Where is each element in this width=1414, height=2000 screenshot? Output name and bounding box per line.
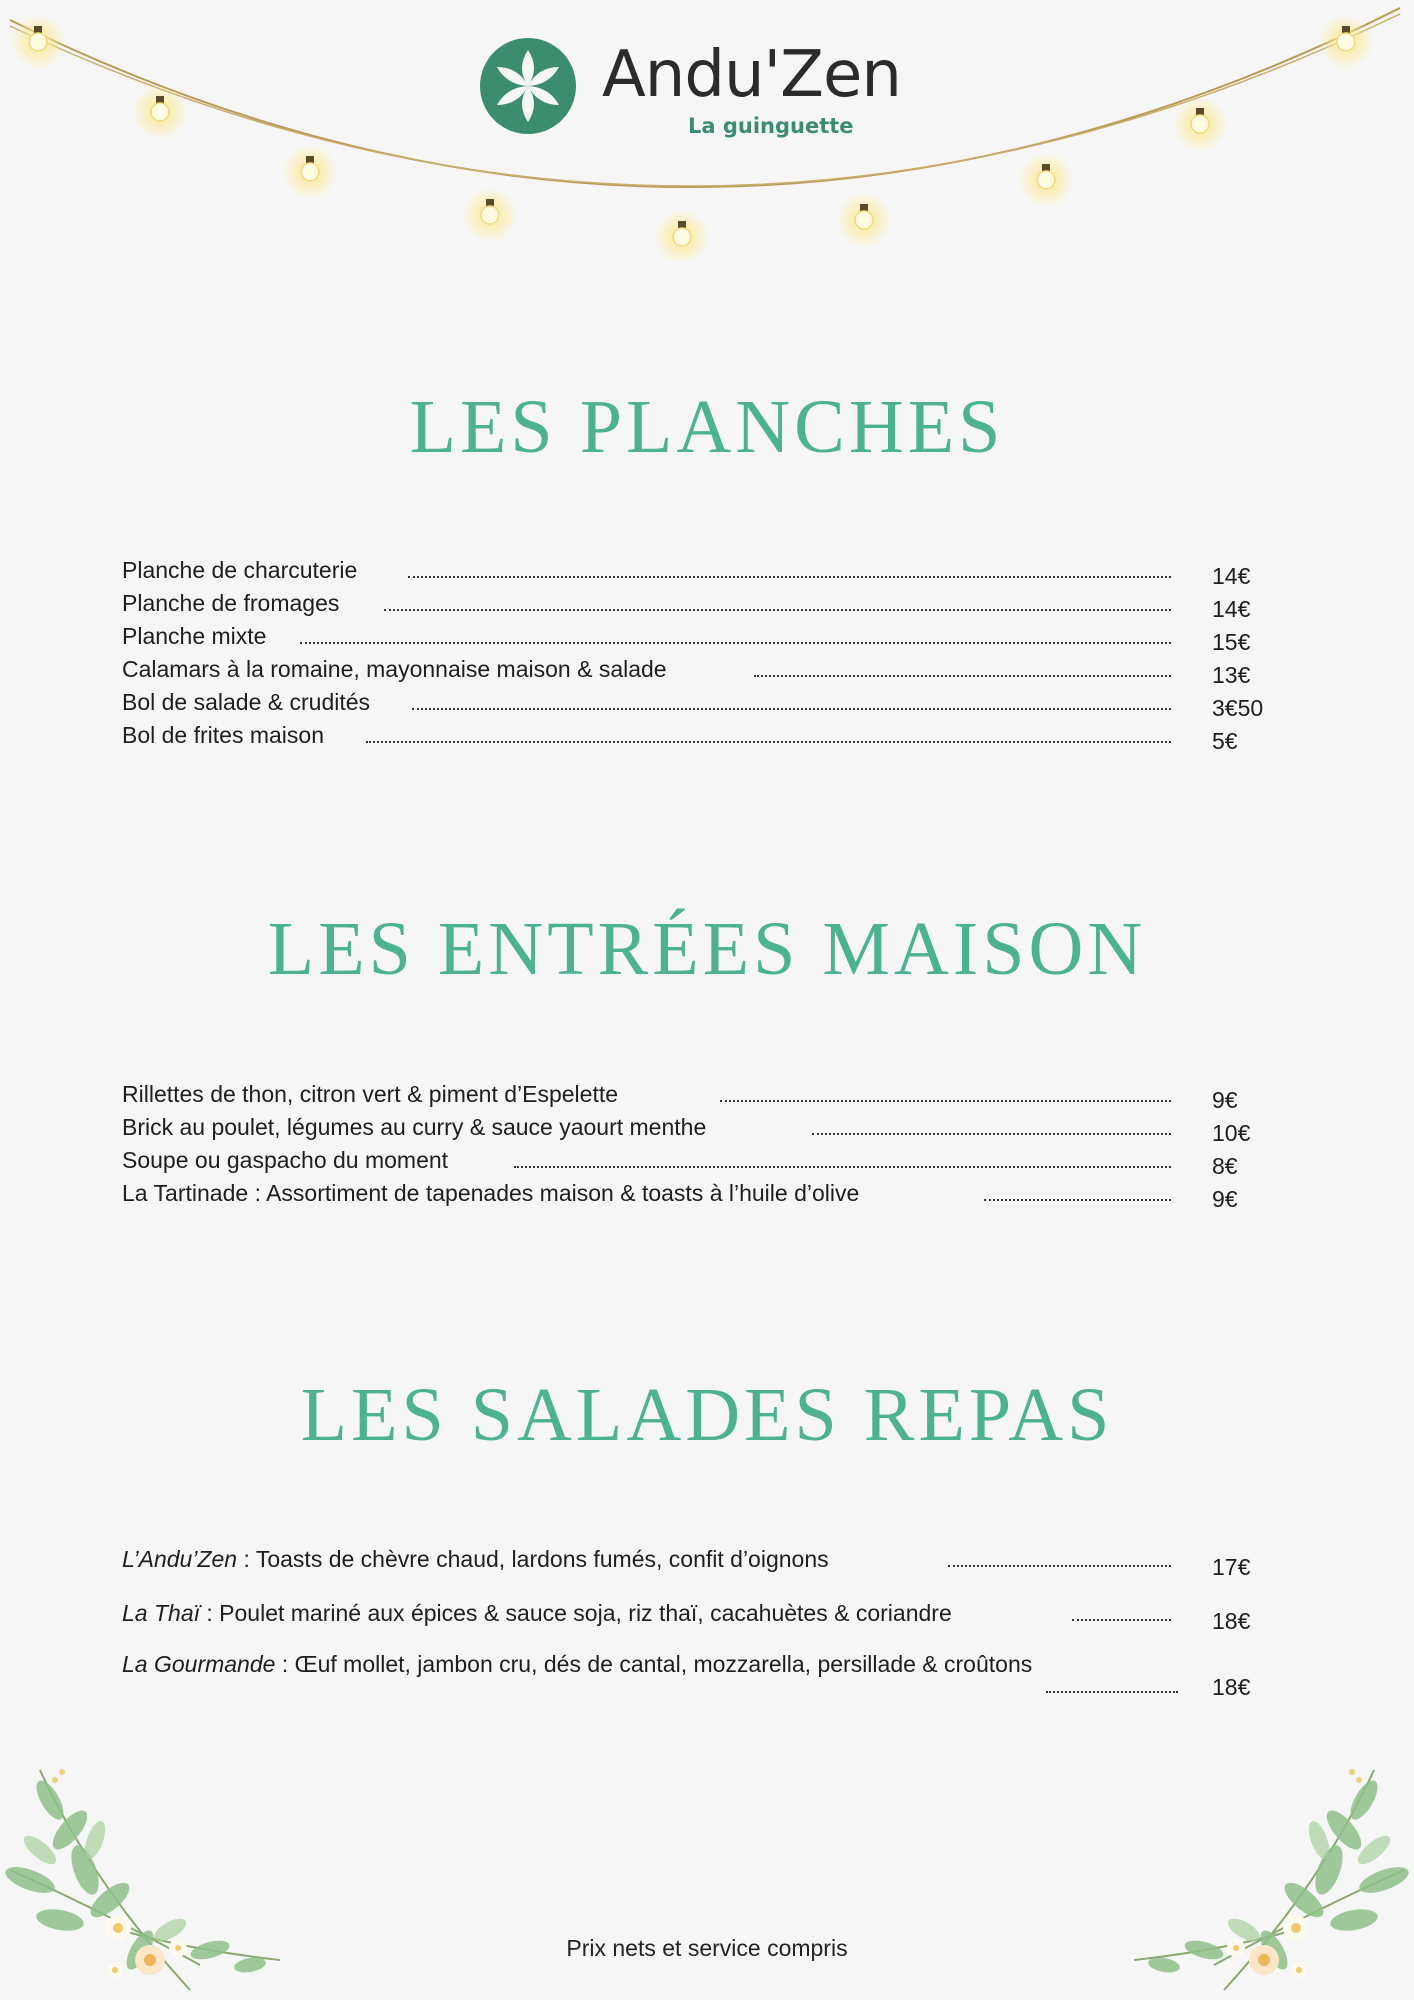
dot-leader xyxy=(366,741,1171,743)
menu-item xyxy=(122,1599,1292,1653)
menu-item xyxy=(122,1146,1292,1179)
logo xyxy=(478,36,958,146)
light-bulb-icon xyxy=(855,211,873,229)
dot-leader xyxy=(384,609,1171,611)
item-name: Soupe ou gaspacho du moment xyxy=(122,1147,449,1173)
item-name xyxy=(122,1599,952,1627)
menu-item xyxy=(122,655,1292,688)
dot-leader xyxy=(412,708,1171,710)
brand-name: Andu'Zen xyxy=(602,38,901,112)
item-price: 14€ xyxy=(1212,563,1251,589)
menu-list-planches xyxy=(122,556,1292,754)
item-name xyxy=(122,1545,829,1573)
salad-description: : Œuf mollet, jambon cru, dés de cantal, mozzarella, persillade & croûtons xyxy=(275,1651,1033,1677)
menu-item xyxy=(122,556,1292,589)
dot-leader xyxy=(754,675,1171,677)
light-bulb-icon xyxy=(673,228,691,246)
menu-item xyxy=(122,1179,1292,1212)
menu-item xyxy=(122,1653,1292,1723)
item-name: Planche mixte xyxy=(122,623,267,649)
item-price: 13€ xyxy=(1212,662,1251,688)
item-price: 8€ xyxy=(1212,1153,1238,1179)
item-price: 10€ xyxy=(1212,1120,1251,1146)
dot-leader xyxy=(984,1199,1171,1201)
light-bulb-icon xyxy=(1337,33,1355,51)
dot-leader xyxy=(300,642,1171,644)
item-name: Bol de frites maison xyxy=(122,722,324,748)
dot-leader xyxy=(408,576,1171,578)
section-title-planches: LES PLANCHES xyxy=(409,385,1005,469)
dot-leader xyxy=(1072,1619,1171,1621)
item-name: Calamars à la romaine, mayonnaise maison & salade xyxy=(122,656,667,682)
salad-name: La Thaï xyxy=(122,1600,200,1626)
item-price: 17€ xyxy=(1212,1554,1251,1580)
salad-description: : Poulet mariné aux épices & sauce soja, riz thaï, cacahuètes & coriandre xyxy=(200,1600,952,1626)
item-price: 18€ xyxy=(1212,1608,1251,1634)
item-price: 15€ xyxy=(1212,629,1251,655)
flower-of-life-icon xyxy=(478,36,578,136)
light-bulb-icon xyxy=(481,206,499,224)
menu-item xyxy=(122,1080,1292,1113)
item-price: 18€ xyxy=(1212,1674,1251,1700)
item-name: Bol de salade & crudités xyxy=(122,689,371,715)
dot-leader xyxy=(812,1133,1171,1135)
menu-item xyxy=(122,1113,1292,1146)
light-bulb-icon xyxy=(301,163,319,181)
menu-list-salades xyxy=(122,1545,1292,1723)
menu-item xyxy=(122,589,1292,622)
salad-name: L’Andu’Zen xyxy=(122,1546,238,1572)
salad-description: : Toasts de chèvre chaud, lardons fumés, confit d’oignons xyxy=(237,1546,829,1572)
dot-leader xyxy=(948,1565,1171,1567)
dot-leader xyxy=(720,1100,1171,1102)
item-name: La Tartinade : Assortiment de tapenades maison & toasts à l’huile d’olive xyxy=(122,1180,860,1206)
menu-list-entrees xyxy=(122,1080,1292,1212)
menu-item xyxy=(122,688,1292,721)
menu-item xyxy=(122,1545,1292,1599)
dot-leader xyxy=(1046,1691,1178,1693)
item-name: Brick au poulet, légumes au curry & sauce yaourt menthe xyxy=(122,1114,707,1140)
dot-leader xyxy=(514,1166,1171,1168)
menu-item xyxy=(122,721,1292,754)
item-price: 5€ xyxy=(1212,728,1238,754)
light-bulb-icon xyxy=(1191,115,1209,133)
floral-decoration-left-icon xyxy=(0,1760,300,2000)
item-price: 14€ xyxy=(1212,596,1251,622)
section-title-salades: LES SALADES REPAS xyxy=(300,1373,1114,1457)
footer-note: Prix nets et service compris xyxy=(566,1935,848,1961)
salad-name: La Gourmande xyxy=(122,1651,276,1677)
light-bulb-icon xyxy=(1037,171,1055,189)
item-price: 9€ xyxy=(1212,1087,1238,1113)
item-price: 3€50 xyxy=(1212,695,1264,721)
menu-item xyxy=(122,622,1292,655)
brand-tagline: La guinguette xyxy=(688,114,854,138)
item-price: 9€ xyxy=(1212,1186,1238,1212)
light-bulb-icon xyxy=(151,103,169,121)
floral-decoration-right-icon xyxy=(1114,1760,1414,2000)
item-name: Planche de fromages xyxy=(122,590,340,616)
section-title-entrees: LES ENTRÉES MAISON xyxy=(267,907,1147,991)
item-name: Planche de charcuterie xyxy=(122,557,358,583)
light-bulb-icon xyxy=(29,33,47,51)
item-name xyxy=(122,1653,1052,1676)
item-name: Rillettes de thon, citron vert & piment d’Espelette xyxy=(122,1081,619,1107)
